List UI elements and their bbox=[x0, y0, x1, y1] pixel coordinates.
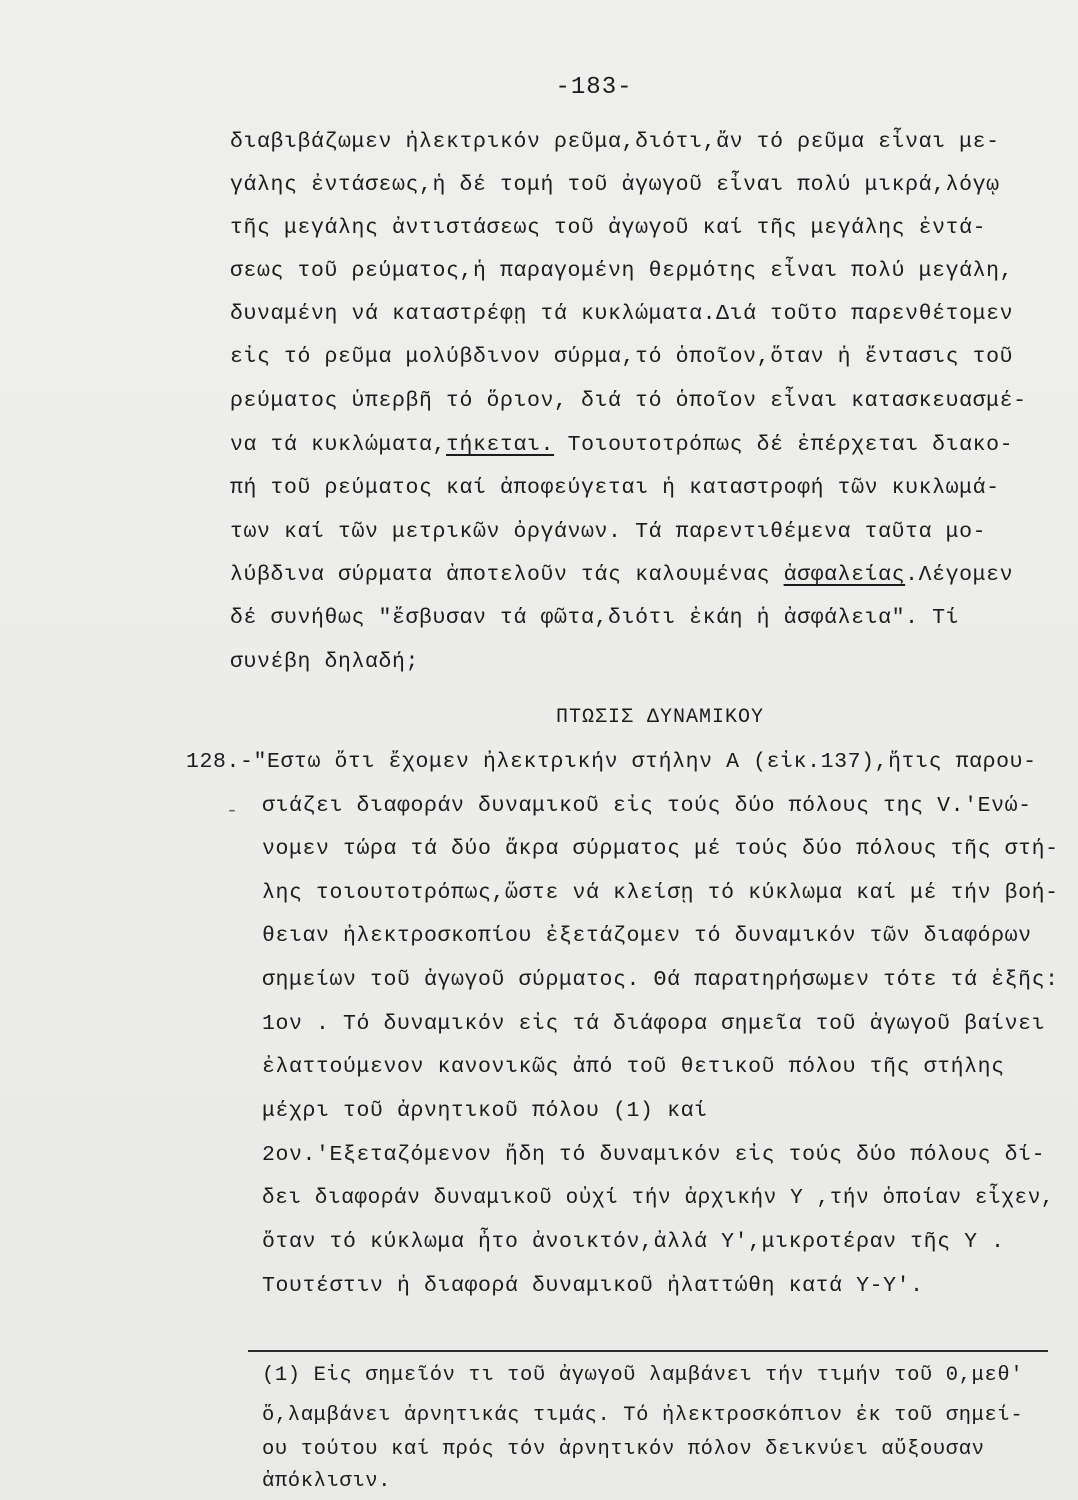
body-line-8 bbox=[230, 433, 1013, 457]
section-line-9: μέχρι τοῦ ἀρνητικοῦ πόλου (1) καί bbox=[262, 1099, 708, 1123]
section-line-5: θειαν ἠλεκτροσκοπίου ἐξετάζομεν τό δυναμικόν τῶν διαφόρων bbox=[262, 924, 1032, 948]
section-line-8: ἐλαττούμενον κανονικῶς ἀπό τοῦ θετικοῦ πόλου τῆς στήλης bbox=[262, 1055, 1005, 1079]
body-line-12: δέ συνήθως "ἔσβυσαν τά φῶτα,διότι ἐκάη ἡ ἀσφάλεια". Τί bbox=[230, 606, 960, 630]
margin-mark: - bbox=[226, 800, 239, 823]
page-number: -183- bbox=[555, 74, 633, 101]
footnote-divider bbox=[248, 1350, 1048, 1352]
body-line-10: των καί τῶν μετρικῶν ὀργάνων. Τά παρεντιθέμενα ταῦτα μο- bbox=[230, 520, 987, 544]
section-line-1: 128.-"Εστω ὅτι ἔχομεν ἠλεκτρικήν στήλην Α (εἰκ.137),ἥτις παρου- bbox=[186, 750, 1037, 774]
body-line-2: γάλης ἐντάσεως,ἡ δέ τομή τοῦ ἀγωγοῦ εἶναι πολύ μικρά,λόγῳ bbox=[230, 173, 1000, 197]
footnote-line-1: (1) Εἰς σημεῖόν τι τοῦ ἀγωγοῦ λαμβάνει τήν τιμήν τοῦ 0,μεθ' bbox=[262, 1364, 1024, 1387]
section-line-11: δει διαφοράν δυναμικοῦ οὐχί τήν ἀρχικήν Υ ,τήν ὁποίαν εἶχεν, bbox=[262, 1187, 1055, 1210]
body-line-13: συνέβη δηλαδή; bbox=[230, 650, 420, 674]
section-line-13: Τουτέστιν ἡ διαφορά δυναμικοῦ ἠλαττώθη κατά Υ-Υ'. bbox=[262, 1274, 924, 1298]
body-line-8-end: Τοιουτοτρόπως δέ ἐπέρχεται διακο- bbox=[554, 433, 1014, 457]
body-line-11 bbox=[230, 563, 1013, 587]
underlined-word-asfaleias: ἀσφαλείας bbox=[783, 563, 906, 587]
body-line-11-end: .Λέγομεν bbox=[905, 563, 1014, 587]
body-line-3: τῆς μεγάλης ἀντιστάσεως τοῦ ἀγωγοῦ καί τῆς μεγάλης ἐντά- bbox=[230, 216, 987, 240]
section-line-12: ὅταν τό κύκλωμα ἦτο ἀνοικτόν,ἀλλά Υ',μικροτέραν τῆς Υ . bbox=[262, 1230, 1005, 1254]
section-line-7: 1ον . Τό δυναμικόν εἰς τά διάφορα σημεῖα τοῦ ἀγωγοῦ βαίνει bbox=[262, 1012, 1046, 1036]
body-line-9: πή τοῦ ρεύματος καί ἀποφεύγεται ἡ καταστροφή τῶν κυκλωμά- bbox=[230, 476, 1000, 500]
footnote-line-4: ἀπόκλισιν. bbox=[262, 1470, 392, 1493]
footnote-line-3: ου τούτου καί πρός τόν ἀρνητικόν πόλον δεικνύει αὔξουσαν bbox=[262, 1438, 985, 1461]
section-heading: ΠΤΩΣΙΣ ΔΥΝΑΜΙΚΟΥ bbox=[555, 706, 765, 729]
body-line-4: σεως τοῦ ρεύματος,ἡ παραγομένη θερμότης εἶναι πολύ μεγάλη, bbox=[230, 259, 1014, 283]
section-line-3: νομεν τώρα τά δύο ἄκρα σύρματος μέ τούς δύο πόλους τῆς στή- bbox=[262, 837, 1059, 861]
section-line-4: λης τοιουτοτρόπως,ὥστε νά κλείσῃ τό κύκλωμα καί μέ τήν βοή- bbox=[262, 881, 1059, 905]
footnote-line-2: ὅ,λαμβάνει ἀρνητικάς τιμάς. Τό ἠλεκτροσκόπιον ἐκ τοῦ σημεί- bbox=[262, 1404, 1024, 1427]
underlined-word-tiketai: τήκεται. bbox=[446, 433, 555, 457]
body-line-11-start: λύβδινα σύρματα ἀποτελοῦν τάς καλουμένας bbox=[230, 563, 784, 587]
body-line-1: διαβιβάζωμεν ἠλεκτρικόν ρεῦμα,διότι,ἄν τό ρεῦμα εἶναι με- bbox=[230, 130, 1000, 154]
section-line-2: σιάζει διαφοράν δυναμικοῦ εἰς τούς δύο πόλους της V.'Ενώ- bbox=[262, 794, 1032, 818]
body-line-5: δυναμένη νά καταστρέφῃ τά κυκλώματα.Διά τοῦτο παρενθέτομεν bbox=[230, 302, 1014, 326]
body-line-7: ρεύματος ὑπερβῆ τό ὅριον, διά τό ὁποῖον εἶναι κατασκευασμέ- bbox=[230, 389, 1027, 413]
body-line-8-start: να τά κυκλώματα, bbox=[230, 433, 447, 457]
section-line-6: σημείων τοῦ ἀγωγοῦ σύρματος. Θά παρατηρήσωμεν τότε τά ἑξῆς: bbox=[262, 968, 1059, 992]
section-line-10: 2ον.'Εξεταζόμενον ἤδη τό δυναμικόν εἰς τούς δύο πόλους δί- bbox=[262, 1143, 1046, 1167]
body-line-6: εἰς τό ρεῦμα μολύβδινον σύρμα,τό ὁποῖον,ὅταν ἡ ἔντασις τοῦ bbox=[230, 345, 1014, 369]
